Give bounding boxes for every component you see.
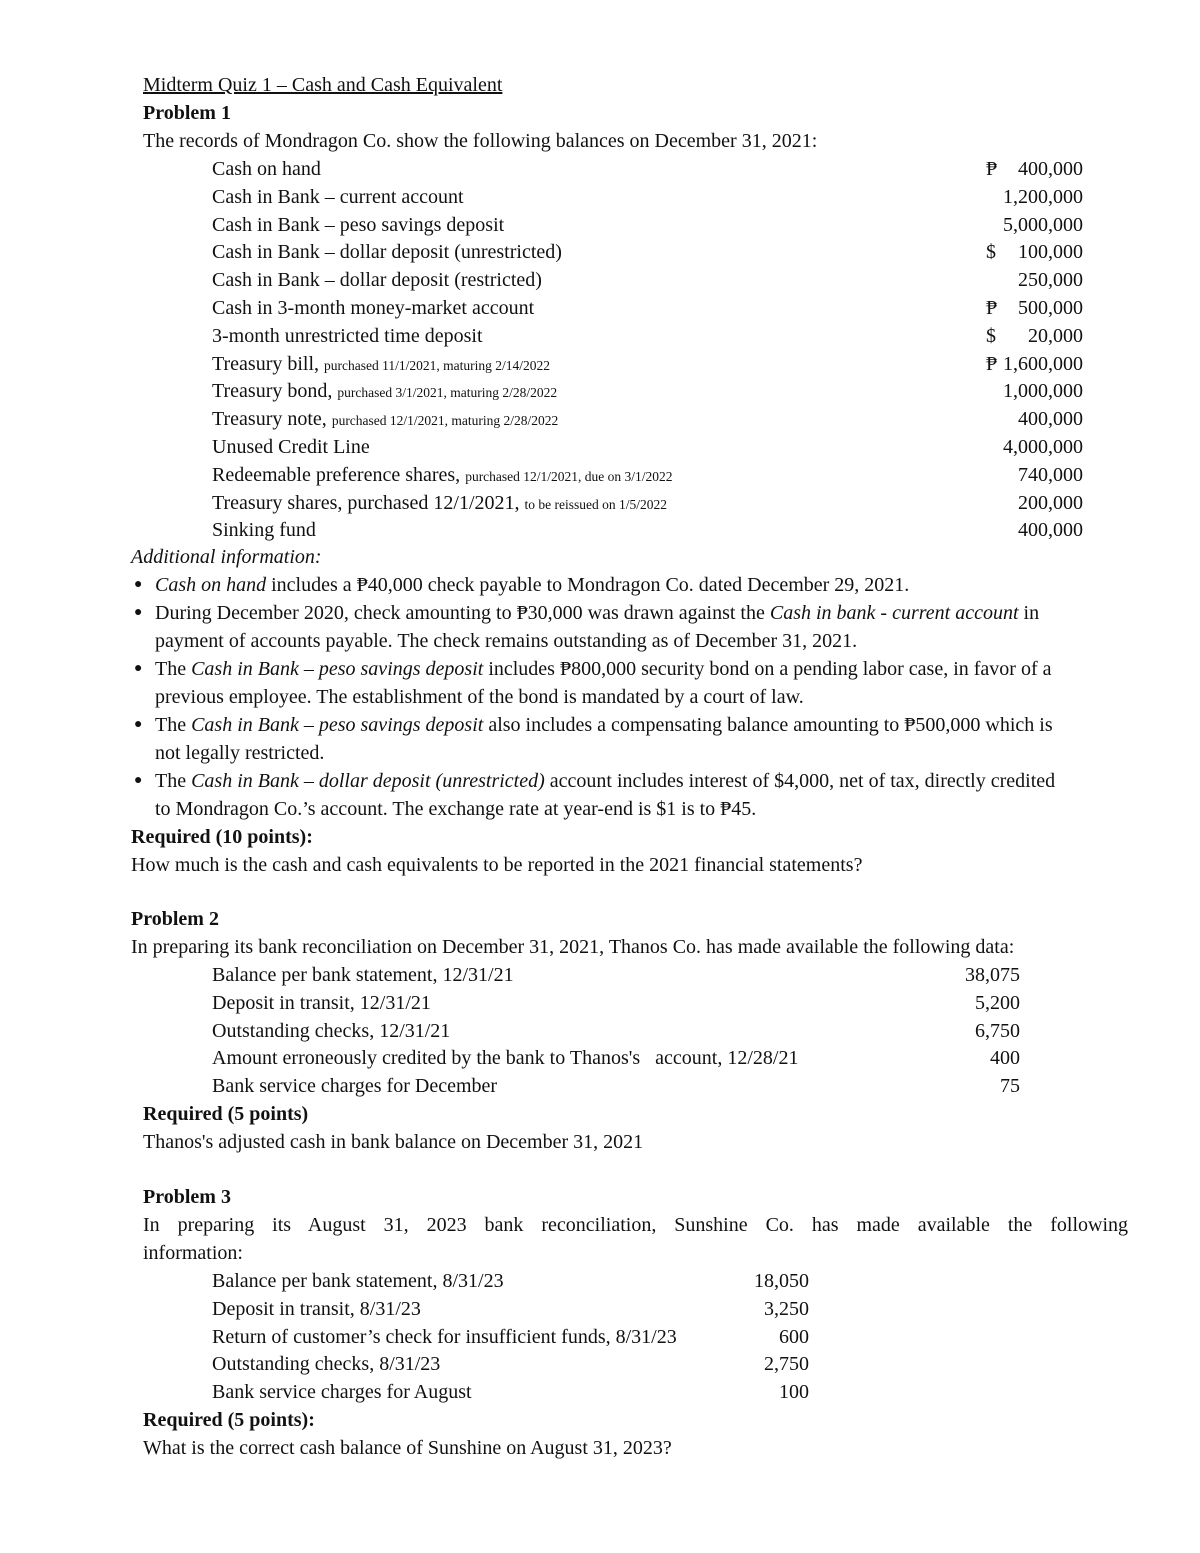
bullet-text: includes a ₱40,000 check payable to Mondragon Co. dated December 29, 2021. <box>266 574 910 596</box>
bullet-account-name: Cash in Bank – peso savings deposit <box>191 658 484 680</box>
balance-amount: 1,000,000 <box>1003 380 1083 402</box>
balance-amount: 740,000 <box>1018 464 1083 486</box>
bullet-text: account includes interest of $4,000, net of tax, directly credited <box>544 770 1056 792</box>
balance-amount: 1,600,000 <box>1003 353 1083 375</box>
bullet-text: in <box>1018 602 1040 624</box>
reconciliation-label: Outstanding checks, 8/31/23 <box>212 1353 441 1375</box>
reconciliation-label: Return of customer’s check for insufficient funds, 8/31/23 <box>212 1326 677 1348</box>
problem-1-heading: Problem 1 <box>143 102 231 124</box>
balance-label: Treasury bond, <box>212 380 338 402</box>
problem-3-required: Required (5 points): <box>143 1409 315 1431</box>
problem-3-intro-line-2: information: <box>143 1242 243 1264</box>
bullet-text: also includes a compensating balance amounting to ₱500,000 which is <box>483 714 1053 736</box>
problem-2-heading: Problem 2 <box>131 908 219 930</box>
reconciliation-label: Bank service charges for December <box>212 1075 498 1097</box>
balance-note: purchased 12/1/2021, due on 3/1/2022 <box>465 469 673 484</box>
reconciliation-label: Balance per bank statement, 8/31/23 <box>212 1270 504 1292</box>
additional-info-heading: Additional information: <box>131 546 322 568</box>
balance-row <box>212 238 562 266</box>
problem-2-question: Thanos's adjusted cash in bank balance on December 31, 2021 <box>143 1131 644 1153</box>
bullet-text: includes ₱800,000 security bond on a pending labor case, in favor of a <box>483 658 1052 680</box>
reconciliation-amount: 400 <box>990 1047 1020 1069</box>
bullet-dot: ● <box>134 661 143 676</box>
problem-1-required: Required (10 points): <box>131 826 313 848</box>
currency-symbol: $ <box>986 325 996 347</box>
balance-row <box>212 433 370 461</box>
problem-3-question: What is the correct cash balance of Sunshine on August 31, 2023? <box>143 1437 672 1459</box>
reconciliation-label: Outstanding checks, 12/31/21 <box>212 1020 451 1042</box>
balance-amount: 20,000 <box>1028 325 1083 347</box>
balance-row <box>212 516 316 544</box>
balance-note: purchased 3/1/2021, maturing 2/28/2022 <box>337 385 558 400</box>
balance-label: Treasury bill, <box>212 353 325 375</box>
reconciliation-amount: 100 <box>779 1381 809 1403</box>
balance-row <box>212 405 558 435</box>
problem-2-required: Required (5 points) <box>143 1103 309 1125</box>
balance-row <box>212 350 550 380</box>
problem-1-intro: The records of Mondragon Co. show the following balances on December 31, 2021: <box>143 130 818 152</box>
reconciliation-amount: 2,750 <box>764 1353 809 1375</box>
currency-symbol: ₱ <box>986 158 998 180</box>
bullet-account-name: Cash in Bank – peso savings deposit <box>191 714 484 736</box>
bullet-continuation: payment of accounts payable. The check remains outstanding as of December 31, 2021. <box>155 630 858 652</box>
bullet-account-name: Cash in bank - current account <box>769 602 1019 624</box>
balance-row <box>212 266 542 294</box>
balance-label: Cash in 3-month money-market account <box>212 297 535 319</box>
bullet-text: During December 2020, check amounting to ₱30,000 was drawn against the <box>155 602 770 624</box>
balance-row <box>212 294 534 322</box>
quiz-title: Midterm Quiz 1 – Cash and Cash Equivalent <box>143 74 503 96</box>
balance-amount: 250,000 <box>1018 269 1083 291</box>
balance-note: purchased 12/1/2021, maturing 2/28/2022 <box>331 413 559 428</box>
reconciliation-label: Bank service charges for August <box>212 1381 472 1403</box>
balance-amount: 400,000 <box>1018 158 1083 180</box>
problem-2-intro: In preparing its bank reconciliation on December 31, 2021, Thanos Co. has made available the following data: <box>131 936 1015 958</box>
problem-3-heading: Problem 3 <box>143 1186 231 1208</box>
bullet-dot: ● <box>134 577 143 592</box>
balance-label: Cash on hand <box>212 158 321 180</box>
balance-row <box>212 322 483 350</box>
bullet-dot: ● <box>134 605 143 620</box>
problem-1-question: How much is the cash and cash equivalents to be reported in the 2021 financial statements? <box>131 854 863 876</box>
reconciliation-label: Deposit in transit, 12/31/21 <box>212 992 431 1014</box>
balance-amount: 4,000,000 <box>1003 436 1083 458</box>
reconciliation-amount: 600 <box>779 1326 809 1348</box>
balance-label: 3-month unrestricted time deposit <box>212 325 483 347</box>
currency-symbol: ₱ <box>986 353 998 375</box>
bullet-continuation: not legally restricted. <box>155 742 325 764</box>
balance-amount: 1,200,000 <box>1003 186 1083 208</box>
bullet-text: The <box>155 770 192 792</box>
currency-symbol: $ <box>986 241 996 263</box>
bullet-line <box>155 711 1053 739</box>
balance-label: Redeemable preference shares, <box>212 464 466 486</box>
balance-label: Unused Credit Line <box>212 436 370 458</box>
balance-row <box>212 183 464 211</box>
balance-label: Treasury note, <box>212 408 332 430</box>
balance-row <box>212 155 321 183</box>
currency-symbol: ₱ <box>986 297 998 319</box>
reconciliation-amount: 38,075 <box>965 964 1020 986</box>
balance-note: to be reissued on 1/5/2022 <box>524 497 668 512</box>
bullet-dot: ● <box>134 773 143 788</box>
bullet-line <box>155 599 1039 627</box>
balance-note: purchased 11/1/2021, maturing 2/14/2022 <box>324 358 551 373</box>
balance-label: Treasury shares, purchased 12/1/2021, <box>212 492 525 514</box>
balance-label: Sinking fund <box>212 519 316 541</box>
balance-label: Cash in Bank – current account <box>212 186 464 208</box>
reconciliation-amount: 75 <box>1000 1075 1020 1097</box>
bullet-account-name: Cash in Bank – dollar deposit (unrestricted) <box>191 770 545 792</box>
bullet-text: The <box>155 658 192 680</box>
balance-amount: 500,000 <box>1018 297 1083 319</box>
bullet-text: The <box>155 714 192 736</box>
balance-amount: 5,000,000 <box>1003 214 1083 236</box>
balance-amount: 400,000 <box>1018 519 1083 541</box>
reconciliation-amount: 18,050 <box>754 1270 809 1292</box>
reconciliation-label: Amount erroneously credited by the bank to Thanos's account, 12/28/21 <box>212 1047 799 1069</box>
bullet-line <box>155 571 909 599</box>
bullet-account-name: Cash on hand <box>155 574 267 596</box>
bullet-continuation: to Mondragon Co.’s account. The exchange rate at year-end is $1 is to ₱45. <box>155 798 757 820</box>
reconciliation-label: Balance per bank statement, 12/31/21 <box>212 964 514 986</box>
balance-row <box>212 211 504 239</box>
balance-label: Cash in Bank – peso savings deposit <box>212 214 505 236</box>
reconciliation-amount: 6,750 <box>975 1020 1020 1042</box>
balance-row <box>212 377 557 407</box>
balance-amount: 400,000 <box>1018 408 1083 430</box>
balance-label: Cash in Bank – dollar deposit (restricted) <box>212 269 542 291</box>
reconciliation-label: Deposit in transit, 8/31/23 <box>212 1298 421 1320</box>
bullet-line <box>155 655 1052 683</box>
bullet-line <box>155 767 1055 795</box>
bullet-continuation: previous employee. The establishment of the bond is mandated by a court of law. <box>155 686 804 708</box>
bullet-dot: ● <box>134 717 143 732</box>
balance-amount: 200,000 <box>1018 492 1083 514</box>
balance-label: Cash in Bank – dollar deposit (unrestricted) <box>212 241 562 263</box>
balance-amount: 100,000 <box>1018 241 1083 263</box>
balance-row <box>212 461 673 491</box>
problem-3-intro-line-1: In preparing its August 31, 2023 bank reconciliation, Sunshine Co. has made available the following <box>143 1214 1128 1236</box>
reconciliation-amount: 5,200 <box>975 992 1020 1014</box>
reconciliation-amount: 3,250 <box>764 1298 809 1320</box>
balance-row <box>212 489 667 519</box>
